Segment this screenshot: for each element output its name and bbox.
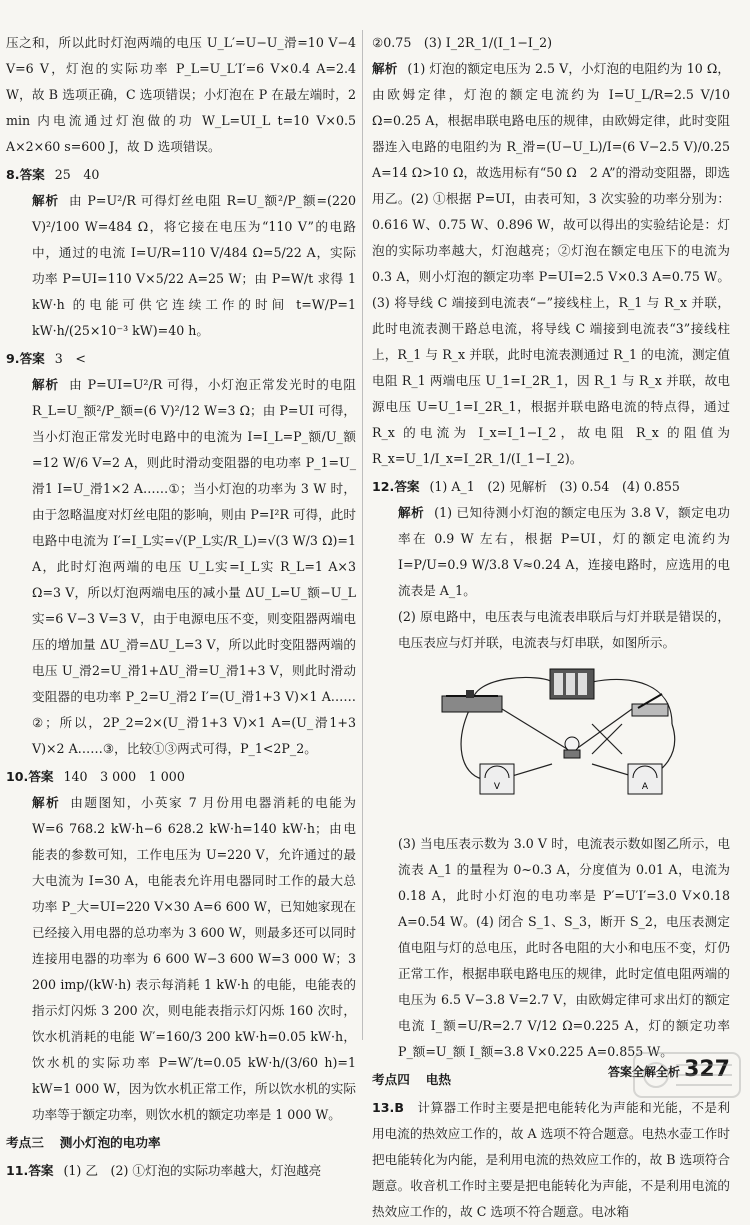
answer-label: 答案 [28, 769, 54, 784]
question-number: 8. [6, 167, 20, 182]
rheostat-icon [442, 690, 502, 712]
circuit-wire [461, 704, 482, 779]
voltmeter-icon [480, 764, 514, 794]
column-divider [362, 30, 363, 1040]
answer-10 [6, 764, 356, 790]
question-number: 10. [6, 769, 29, 784]
answer-value: 140 3 000 1 000 [63, 769, 185, 784]
explanation-text: (1) 已知待测小灯泡的额定电压为 3.8 V，额定电功率在 0.9 W 左右，根据 P=UI，灯的额定电流约为 I=P/U=0.9 W/3.8 V≈0.24 A，连接电路时，应选用的电流表是 A_1。 [398, 505, 730, 598]
answer-label: 答案 [28, 1163, 54, 1178]
explanation-label: 解析 [398, 505, 425, 520]
footer-brand: 答案全解全析 [608, 1065, 681, 1079]
section-title: 测小灯泡的电功率 [59, 1135, 161, 1150]
page-number: 327 [684, 1057, 730, 1082]
explanation-text: 由题图知，小英家 7 月份用电器消耗的电能为 W=6 768.2 kW·h−6 628.2 kW·h=140 kW·h；由电能表的参数可知，工作电压为 U=220 V，允许通过的最大电流为 I=30 A，电能表允许用电器同时工作的最大总功率 P_大=UI=220 V×30 A=6 600 W，已知她家现在已经接入用电器的总功率为 3 600 W，则最多还可以同时连接用电器的功率为 6 600 W−3 600 W=3 000 W；3 200 imp/(kW·h) 表示每消耗 1 kW·h 的电能，电能表的指示灯闪烁 3 200 次，则电能表指示灯闪烁 160 次时，饮水机消耗的电能 W′=160/3 200 kW·h=0.05 kW·h，饮水机的实际功率 P=W′/t=0.05 kW·h/(3/60 h)=1 kW=1 000 W，因为饮水机正常工作，所以饮水机的实际功率等于额定功率，则饮水机的额定功率是 1 000 W。 [32, 795, 356, 1122]
answer-8 [6, 162, 356, 188]
circuit-wire [592, 679, 672, 724]
circuit-figure [432, 664, 692, 814]
question-number: 9. [6, 351, 20, 366]
section-title: 电热 [425, 1072, 451, 1087]
ammeter-icon [628, 764, 662, 794]
explanation-12c: (3) 当电压表示数为 3.0 V 时，电流表示数如图乙所示，电流表 A_1 的量程为 0~0.3 A，分度值为 0.01 A，电流为 0.18 A，此时小灯泡的电功率是 P′=U′I′=3.0 V×0.18 A=0.54 W。(4) 闭合 S_1、S_3，断开 S_2，电压表测定值电阻与灯的总电压，此时各电阻的大小和电压不变，灯仍正常工作，根据串联电路电压的规律，此时定值电阻两端的电压为 6.5 V−3.8 V=2.7 V，由欧姆定律可求出灯的额定电流 I_额=U/R=2.7 V/12 Ω=0.225 A，灯的额定功率 P_额=U_额 I_额=3.8 V×0.225 A=0.855 W。 [398, 836, 730, 1059]
explanation-12a [372, 500, 730, 604]
switch-icon [632, 694, 668, 716]
section-number: 考点四 [372, 1072, 410, 1087]
explanation-text: 由 P=U²/R 可得灯丝电阻 R=U_额²/P_额=(220 V)²/100 W=484 Ω，将它接在电压为“110 V”的电路中，通过的电流 I=U/R=110 V/484 Ω=5/22 A，实际功率 P=UI=110 V×5/22 A=25 W；由 P=W/t 求得 1 kW·h 的电能可供它连续工作的时间 t=W/P=1 kW·h/(25×10⁻³ kW)=40 h。 [32, 193, 357, 338]
explanation-12b: (2) 原电路中，电压表与电流表串联后与灯并联是错误的，电压表应与灯并联，电流表与灯串联，如图所示。 [398, 609, 730, 650]
answer-value: 3 < [54, 351, 86, 366]
explanation-text: 计算器工作时主要是把电能转化为声能和光能，不是利用电流的热效应工作的，故 A 选项不符合题意。电热水壶工作时把电能转化为内能，是利用电流的热效应工作的，故 B 选项符合题意。收音机工作时主要是把电能转化为声能，不是利用电流的热效应工作的，故 C 选项不符合题意。电冰箱 [372, 1100, 731, 1219]
answer-label: 答案 [394, 479, 420, 494]
explanation-text: 由 P=UI=U²/R 可得，小灯泡正常发光时的电阻 R_L=U_额²/P_额=(6 V)²/12 W=3 Ω；由 P=UI 可得，当小灯泡正常发光时电路中的电流为 I=I_L=P_额/U_额=12 W/6 V=2 A，则此时滑动变阻器的电功率 P_1=U_滑1 I=U_滑1×2 A……①；当小灯泡的功率为 3 W 时，由于忽略温度对灯丝电阻的影响，则由 P=I²R 可得，此时电路中电流为 I′=I_L实=√(P_L实/R_L)=√(3 W/3 Ω)=1 A，此时灯泡两端的电压 U_L实=I_L实 R_L=1 A×3 Ω=3 V，所以灯泡两端电压的减小量 ΔU_L=U_额−U_L实=6 V−3 V=3 V，由于电源电压不变，则变阻器两端电压的增加量 ΔU_滑=ΔU_L=3 V，所以此时变阻器两端的电压 U_滑2=U_滑1+ΔU_滑=U_滑1+3 V，则此时滑动变阻器的电功率 P_2=U_滑2 I′=(U_滑1+3 V)×1 A……②；所以，2P_2=2×(U_滑1+3 V)×1 A=(U_滑1+3 V)×2 A……③，比较①③两式可得，P_1<2P_2。 [32, 377, 357, 756]
intro-paragraph: 压之和，所以此时灯泡两端的电压 U_L′=U−U_滑=10 V−4 V=6 V，灯泡的实际功率 P_L=U_L′I′=6 V×0.4 A=2.4 W，故 B 选项正确，C 选项错误；小灯泡在 P 在最左端时，2 min 内电流通过灯泡做的功 W_L=UI_L t=10 V×0.5 A×2×60 s=600 J，故 D 选项错误。 [6, 35, 356, 154]
circuit-wire [502, 709, 572, 752]
explanation-text: (1) 灯泡的额定电压为 2.5 V，小灯泡的电阻约为 10 Ω，由欧姆定律，灯泡的额定电流约为 I=U_L/R=2.5 V/10 Ω=0.25 A，根据串联电路电压的规律，由欧姆定律，此时变阻器连入电路的电阻约为 R_滑=(U−U_L)/I=(6 V−2.5 V)/0.25 A=14 Ω>10 Ω，故选用标有“50 Ω 2 A”的滑动变阻器，即选用乙。(2) ①根据 P=UI，由表可知，3 次实验的功率分别为：0.616 W、0.75 W、0.896 W，故可以得出的实验结论是：灯泡的实际功率越大，灯泡越亮；②灯泡在额定电压下的电流为 0.3 A，则小灯泡的额定功率 P=UI=2.5 V×0.3 A=0.75 W。(3) 将导线 C 端接到电流表“−”接线柱上，R_1 与 R_x 并联，此时电流表测干路总电流，将导线 C 端接到电流表“3”接线柱上，R_1 与 R_x 并联，此时电流表测通过 R_1 的电流，测定值电阻 R_1 两端电压 U_1=I_2R_1，因 R_1 与 R_x 并联，故电源电压 U=U_1=I_2R_1，根据并联电路电流的特点得，通过 R_x 的电流为 I_x=I_1−I_2，故电阻 R_x 的阻值为 R_x=U_1/I_x=I_2R_1/(I_1−I_2)。 [372, 61, 731, 466]
section-heading-3 [6, 1130, 356, 1156]
explanation-label: 解析 [32, 193, 60, 208]
answer-value: (1) A_1 (2) 见解析 (3) 0.54 (4) 0.855 [429, 479, 680, 494]
answer-value: B [394, 1100, 404, 1115]
answer-value: (1) 乙 (2) ①灯泡的实际功率越大，灯泡越亮 [63, 1163, 322, 1178]
answer-label: 答案 [19, 167, 45, 182]
bulb-icon [564, 737, 580, 758]
explanation-label: 解析 [32, 377, 60, 392]
left-column [6, 30, 357, 1178]
answer-11 [6, 1158, 356, 1184]
explanation-10 [6, 790, 356, 1128]
ammeter-label: A [641, 782, 649, 792]
battery-icon [550, 669, 594, 699]
answer-label: 答案 [19, 351, 45, 366]
answer-11-continued: ②0.75 (3) I_2R_1/(I_1−I_2) [372, 35, 553, 50]
question-number: 11. [6, 1163, 29, 1178]
watermark-logo-icon [632, 1051, 742, 1099]
explanation-11 [372, 56, 730, 472]
explanation-label: 解析 [32, 795, 61, 810]
section-number: 考点三 [6, 1135, 44, 1150]
answer-13 [372, 1095, 730, 1225]
question-number: 12. [372, 479, 395, 494]
explanation-8 [6, 188, 356, 344]
explanation-label: 解析 [372, 61, 398, 76]
circuit-wire [572, 709, 632, 752]
explanation-9 [6, 372, 356, 762]
answer-value: 25 40 [54, 167, 100, 182]
answer-9 [6, 346, 356, 372]
answer-12 [372, 474, 730, 500]
question-number: 13. [372, 1100, 395, 1115]
voltmeter-label: V [493, 782, 501, 792]
